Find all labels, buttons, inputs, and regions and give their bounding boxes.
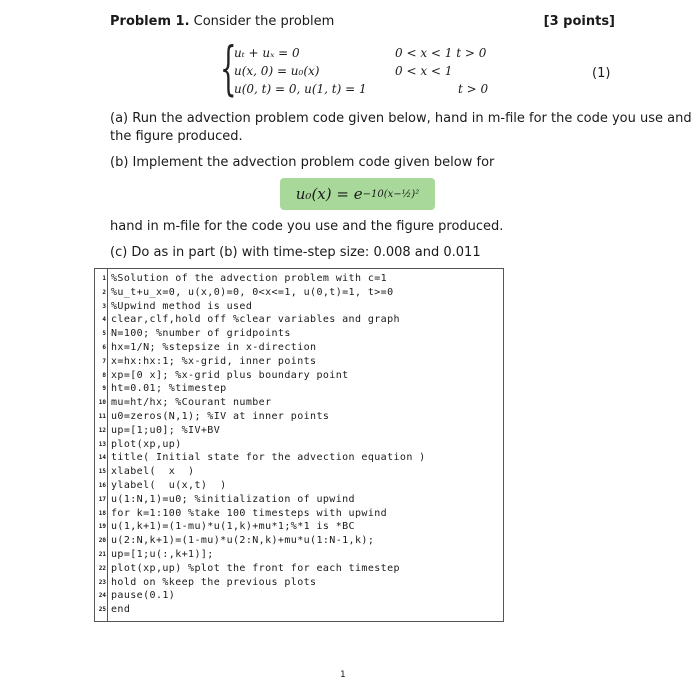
line-number: 1	[102, 275, 106, 282]
line-number: 15	[98, 468, 106, 476]
code-text: u(1:N,1)=u0; %initialization of upwind	[111, 493, 355, 505]
line-number: 12	[98, 426, 106, 434]
part-b-line2: hand in m-file for the code you use and the figure produced.	[110, 219, 504, 234]
part-a	[110, 110, 692, 146]
pde-system	[220, 34, 620, 104]
line-number: 20	[98, 537, 106, 545]
code-text: mu=ht/hx; %Courant number	[111, 397, 272, 409]
part-c: (c) Do as in part (b) with time-step size: 0.008 and 0.011	[110, 245, 481, 260]
problem-intro: Consider the problem	[193, 14, 335, 29]
line-number: 17	[98, 495, 106, 503]
line-number: 8	[102, 371, 106, 379]
code-text: pause(0.1)	[111, 590, 176, 602]
code-text: xp=[0 x]; %x-grid plus boundary point	[111, 369, 349, 381]
code-text: u(1,k+1)=(1-mu)*u(1,k)+mu*1;%*1 is *BC	[111, 521, 355, 533]
boundary-domain: t > 0	[458, 82, 489, 96]
equation-number: (1)	[592, 66, 611, 81]
line-number: 14	[98, 454, 106, 462]
part-a-line2: the figure produced.	[110, 129, 243, 144]
code-text: plot(xp,up)	[111, 438, 182, 450]
initial-condition: u(x, 0) = u₀(x)	[234, 64, 320, 78]
line-number: 6	[102, 344, 106, 351]
part-b-line1: (b) Implement the advection problem code given below for	[110, 155, 495, 170]
problem-label: Problem 1.	[110, 14, 190, 29]
code-text: %Upwind method is used	[111, 300, 253, 312]
part-a-line1: (a) Run the advection problem code given below, hand in m-file for the code you use and	[110, 111, 692, 126]
line-number: 16	[98, 482, 106, 489]
line-number: 19	[98, 523, 106, 531]
code-text: clear,clf,hold off %clear variables and graph	[111, 314, 400, 326]
code-text: hold on %keep the previous plots	[111, 576, 317, 588]
line-number: 2	[102, 288, 106, 296]
code-text: N=100; %number of gridpoints	[111, 328, 291, 340]
formula-base: u₀(x) = e	[295, 185, 363, 203]
formula-exponent: −10(x−½)²	[362, 188, 420, 200]
initial-value-formula	[280, 178, 435, 210]
line-number: 22	[98, 564, 106, 572]
line-number: 11	[98, 413, 106, 420]
points-label: [3 points]	[543, 14, 615, 29]
line-number: 4	[102, 316, 106, 324]
code-text: plot(xp,up) %plot the front for each timestep	[111, 562, 400, 574]
boundary-condition: u(0, t) = 0, u(1, t) = 1	[234, 82, 367, 96]
code-text: %u_t+u_x=0, u(x,0)=0, 0<x<=1, u(0,t)=1, t>=0	[111, 286, 394, 298]
pde-equation: uₜ + uₓ = 0	[234, 46, 300, 60]
line-number: 24	[98, 592, 106, 600]
code-text: x=hx:hx:1; %x-grid, inner points	[111, 355, 317, 367]
initial-domain: 0 < x < 1	[395, 64, 453, 78]
line-number: 7	[102, 357, 106, 365]
code-text: %Solution of the advection problem with c=1	[111, 273, 388, 284]
code-listing	[94, 268, 504, 622]
line-number: 21	[98, 551, 106, 558]
code-text: ylabel( u(x,t) )	[111, 480, 227, 491]
line-number: 13	[98, 440, 106, 448]
code-text: ht=0.01; %timestep	[111, 383, 227, 395]
line-number: 10	[98, 399, 106, 407]
code-text: u0=zeros(N,1); %IV at inner points	[111, 411, 330, 422]
code-text: title( Initial state for the advection equation )	[111, 452, 426, 464]
line-number: 18	[98, 509, 106, 517]
code-text: xlabel( x )	[111, 466, 195, 478]
code-text: u(2:N,k+1)=(1-mu)*u(2:N,k)+mu*u(1:N-1,k);	[111, 535, 375, 547]
pde-condition: 0 < x < 1 t > 0	[395, 46, 487, 60]
left-brace: {	[220, 34, 237, 102]
code-text: up=[1;u(:,k+1)];	[111, 549, 214, 560]
code-text: for k=1:100 %take 100 timesteps with upwind	[111, 507, 388, 519]
line-number: 5	[102, 330, 106, 338]
line-number: 25	[98, 606, 106, 614]
page-number: 1	[340, 670, 346, 680]
line-number: 9	[102, 385, 106, 393]
code-text: end	[111, 604, 131, 616]
line-number: 23	[98, 578, 106, 586]
problem-title	[110, 14, 334, 29]
code-text: hx=1/N; %stepsize in x-direction	[111, 342, 317, 353]
line-number: 3	[102, 302, 106, 310]
code-text: up=[1;u0]; %IV+BV	[111, 424, 221, 436]
